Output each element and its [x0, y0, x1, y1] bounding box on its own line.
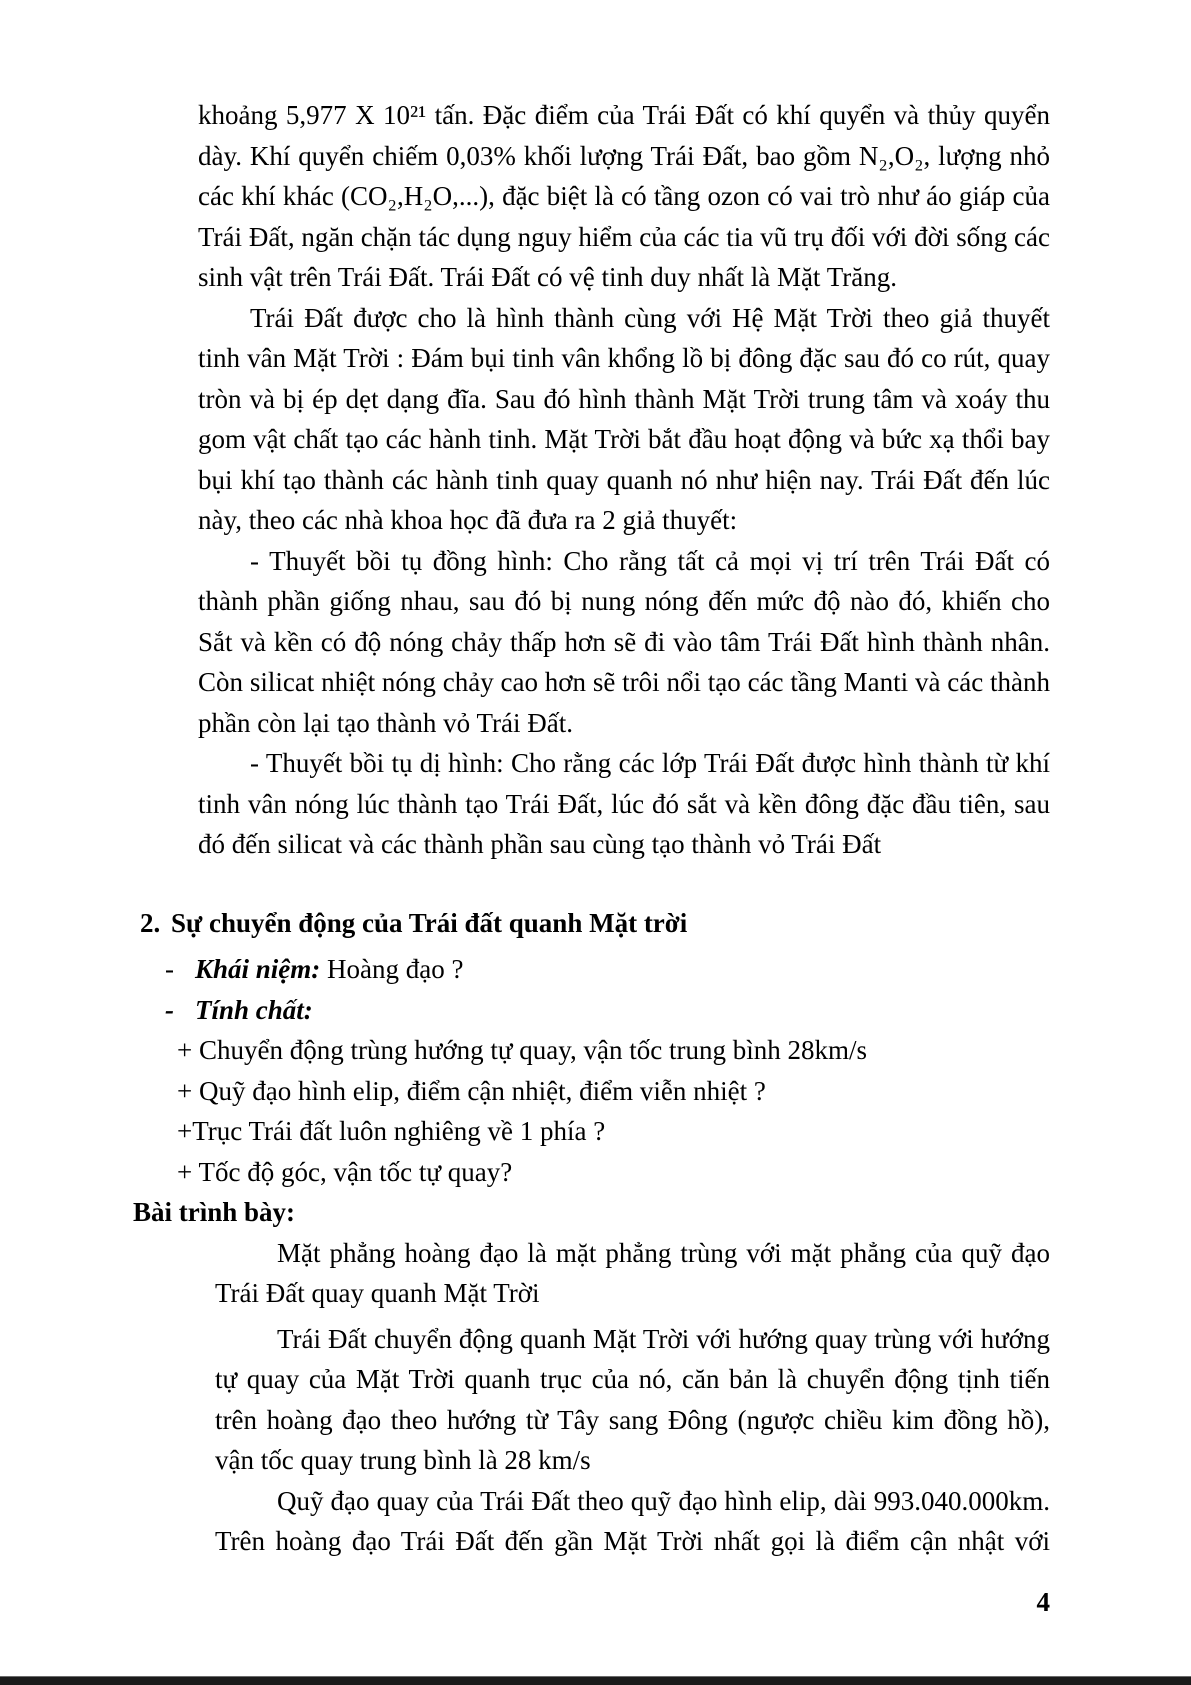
document-content [0, 95, 1191, 1622]
sub-list-item: + Quỹ đạo hình elip, điểm cận nhiệt, điểm viễn nhiệt ? [177, 1075, 766, 1106]
presentation-label: Bài trình bày: [133, 1197, 296, 1227]
section-number: 2. [140, 907, 161, 938]
list-item [165, 990, 1191, 1031]
list-item-label: Tính chất: [195, 994, 313, 1025]
body-paragraph: - Thuyết bồi tụ đồng hình: Cho rằng tất cả mọi vị trí trên Trái Đất có thành phần giống nhau, sau đó bị nung nóng đến mức độ nào đó, khiến cho Sắt và kền có độ nóng chảy thấp hơn sẽ đi vào tâm Trái Đất hình thành nhân. Còn silicat nhiệt nóng chảy cao hơn sẽ trôi nổi tạo các tầng Manti và các thành phần còn lại tạo thành vỏ Trái Đất. [198, 545, 1050, 738]
bottom-edge-bar [0, 1676, 1191, 1685]
body-paragraph: Quỹ đạo quay của Trái Đất theo quỹ đạo hình elip, dài 993.040.000km. Trên hoàng đạo Trái Đất đến gần Mặt Trời nhất gọi là điểm cận nhật với [215, 1485, 1050, 1556]
list-item [165, 949, 1191, 990]
body-paragraph: Trái Đất chuyển động quanh Mặt Trời với hướng quay trùng với hướng tự quay của Mặt Trời quanh trục của nó, căn bản là chuyển động tịnh tiến trên hoàng đạo theo hướng từ Tây sang Đông (ngược chiều kim đồng hồ), vận tốc quay trung bình là 28 km/s [215, 1323, 1050, 1475]
body-paragraph: Trái Đất được cho là hình thành cùng với Hệ Mặt Trời theo giả thuyết tinh vân Mặt Trời : Đám bụi tinh vân khổng lồ bị đông đặc sau đó co rút, quay tròn và bị ép dẹt dạng đĩa. Sau đó hình thành Mặt Trời trung tâm và xoáy thu gom vật chất tạo các hành tinh. Mặt Trời bắt đầu hoạt động và bức xạ thổi bay bụi khí tạo thành các hành tinh quay quanh nó như hiện nay. Trái Đất đến lúc này, theo các nhà khoa học đã đưa ra 2 giả thuyết: [198, 302, 1050, 535]
sub-list-item: + Tốc độ góc, vận tốc tự quay? [177, 1156, 513, 1187]
sub-list-item: +Trục Trái đất luôn nghiêng về 1 phía ? [177, 1116, 606, 1146]
sub-list-item: + Chuyển động trùng hướng tự quay, vận tốc trung bình 28km/s [177, 1035, 867, 1065]
list-item-label: Khái niệm: [195, 954, 321, 984]
dash-bullet: - [165, 994, 174, 1025]
body-paragraph: Mặt phẳng hoàng đạo là mặt phẳng trùng với mặt phẳng của quỹ đạo Trái Đất quay quanh Mặt Trời [215, 1237, 1050, 1308]
section-title: Sự chuyển động của Trái đất quanh Mặt trời [171, 907, 688, 938]
section-heading [140, 903, 1050, 944]
page-number: 4 [1036, 1586, 1050, 1617]
dash-bullet: - [165, 954, 174, 984]
body-paragraph: khoảng 5,977 X 10²¹ tấn. Đặc điểm của Trái Đất có khí quyển và thủy quyển dày. Khí quyển chiếm 0,03% khối lượng Trái Đất, bao gồm N₂,O₂, lượng nhỏ các khí khác (CO₂,H₂O,...), đặc biệt là có tầng ozon có vai trò như áo giáp của Trái Đất, ngăn chặn tác dụng nguy hiểm của các tia vũ trụ đối với đời sống các sinh vật trên Trái Đất. Trái Đất có vệ tinh duy nhất là Mặt Trăng. [198, 100, 1050, 292]
list-item-text: Hoàng đạo ? [320, 954, 464, 984]
body-paragraph: - Thuyết bồi tụ dị hình: Cho rằng các lớp Trái Đất được hình thành từ khí tinh vân nóng lúc thành tạo Trái Đất, lúc đó sắt và kền đông đặc đầu tiên, sau đó đến silicat và các thành phần sau cùng tạo thành vỏ Trái Đất [198, 748, 1050, 859]
